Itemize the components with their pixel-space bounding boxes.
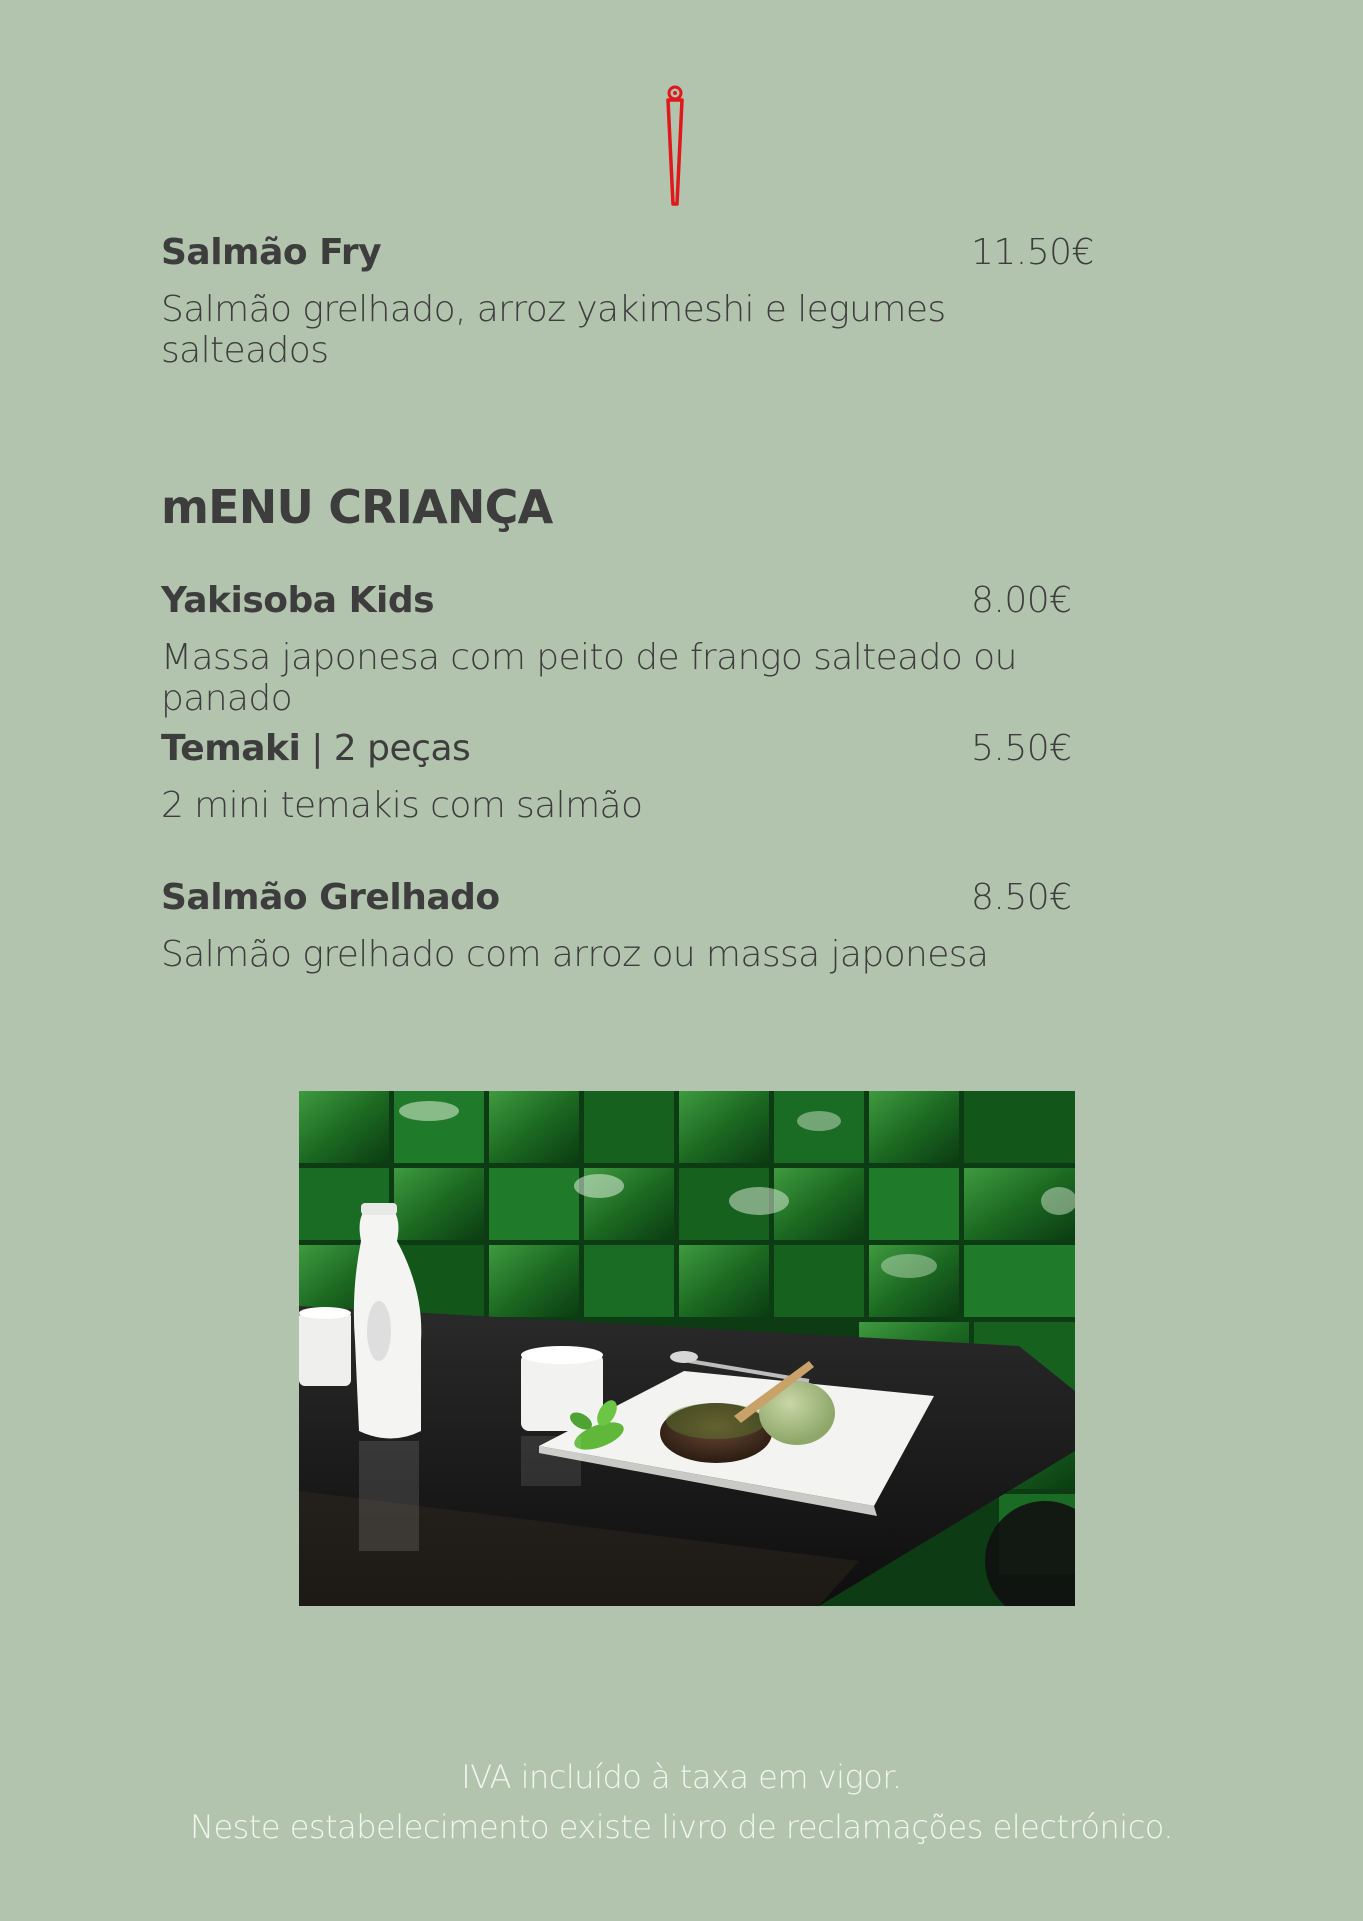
item-description: Salmão grelhado com arroz ou massa japonesa (161, 934, 989, 975)
menu-item (161, 232, 1094, 371)
menu-item (161, 877, 1081, 975)
section-title: mENU CRIANÇA (161, 480, 553, 534)
item-price: 8.00€ (971, 580, 1072, 621)
footer-vat-note: IVA incluído à taxa em vigor. (461, 1758, 902, 1796)
dessert-photo (299, 1091, 1075, 1606)
menu-item (161, 580, 1081, 719)
item-price: 8.50€ (971, 877, 1072, 918)
item-description: Massa japonesa com peito de frango salteado ou panado (161, 637, 1017, 719)
item-description: 2 mini temakis com salmão (161, 785, 643, 826)
item-price: 5.50€ (971, 728, 1072, 769)
item-name: Temaki (161, 728, 301, 769)
item-name: Yakisoba Kids (161, 580, 435, 621)
item-name: Salmão Grelhado (161, 877, 500, 918)
item-name: Salmão Fry (161, 232, 382, 273)
item-price: 11.50€ (971, 232, 1094, 273)
chopstick-logo-icon (660, 84, 690, 208)
menu-item (161, 728, 1081, 826)
item-quantity: | 2 peças (300, 728, 471, 769)
footer-complaints-note: Neste estabelecimento existe livro de reclamações electrónico. (190, 1808, 1173, 1846)
item-description: Salmão grelhado, arroz yakimeshi e legumes salteados (161, 289, 946, 371)
